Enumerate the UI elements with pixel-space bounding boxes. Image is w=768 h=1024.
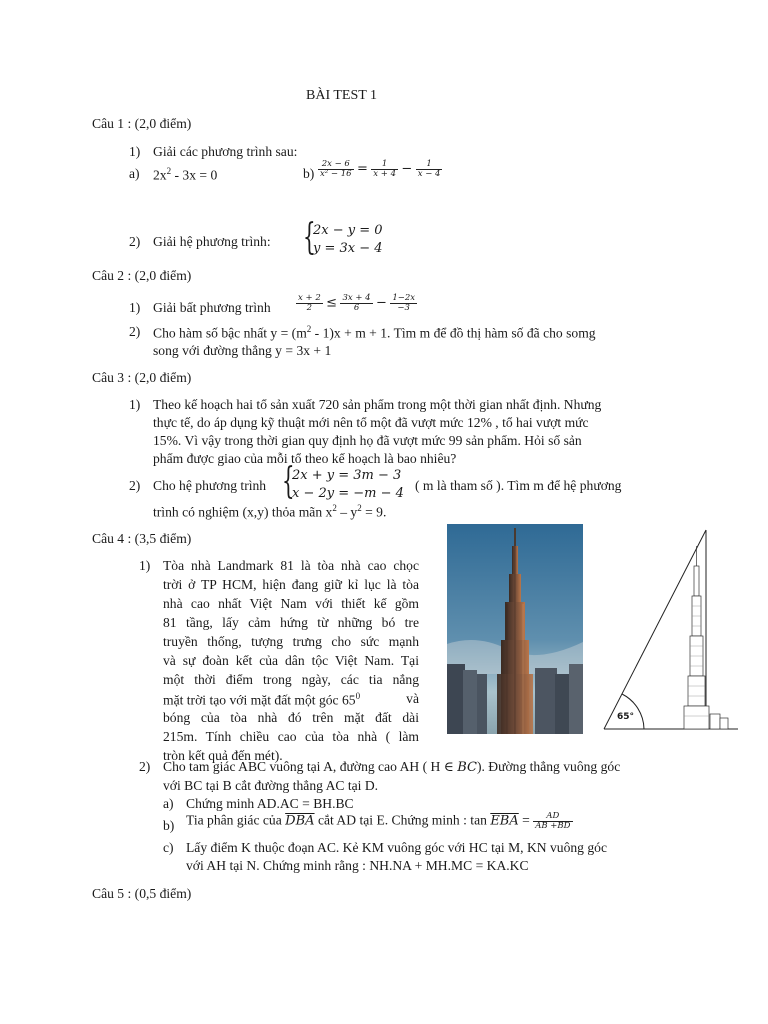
q3-part1-line: Theo kế hoạch hai tổ sản xuất 720 sản phẩm trong một thời gian nhất định. Nhưng: [153, 397, 602, 412]
q1-b-label: b): [303, 166, 315, 181]
angle-label: 65°: [617, 712, 635, 722]
q3-part2-number: 2): [129, 478, 141, 493]
q2-part1-number: 1): [129, 300, 141, 315]
q4-b-text: Tia phân giác của $\overline{DBA}$ cắt AD tại E. Chứng minh : $\tan \overline{EBA}$ = $\frac{AD}{AB +BD}$: [186, 811, 571, 831]
q3-system: 2x + y = 3m − 3 x − 2y = −m − 4: [292, 468, 404, 501]
q4-part2-line2: với BC tại B cắt đường thẳng AC tại D.: [163, 778, 379, 793]
system-brace: {: [282, 461, 295, 502]
fraction: $\frac{1}{x + 4}$: [373, 159, 396, 179]
fraction: $\frac{1-2x}{-3}$: [392, 293, 416, 313]
fraction: $\frac{1}{x - 4}$: [417, 159, 441, 179]
q4-part2-text: Cho tam giác ABC vuông tại A, đường cao AH ( H ∈ BC). Đường thẳng vuông góc: [163, 759, 621, 775]
q4-part1-number: 1): [139, 558, 151, 573]
fraction: $\frac{AD}{AB +BD}$: [535, 811, 571, 831]
fraction: $\frac{2x - 6}{\text{x² − 16}}$: [320, 159, 352, 179]
q1-part1-number: 1): [129, 144, 141, 159]
q4-c-label: c): [163, 840, 174, 855]
question-1-heading: Câu 1 : (2,0 điểm): [92, 116, 192, 131]
landmark-81-photo: [447, 524, 583, 734]
q3-part1-line: 15%. Vì vậy trong thời gian quy định họ đã vượt mức 99 sản phẩm. Hỏi số sản: [153, 433, 582, 448]
q3-part2-line2: trình có nghiệm (x,y) thỏa mãn $x^2 - y^2 = 9$.: [153, 503, 387, 520]
q1-b-equation: $\frac{2x - 6}{\text{x² − 16}}$ = $\frac{1}{x + 4}$ − $\frac{1}{x - 4}$: [320, 159, 441, 179]
system-brace: {: [303, 217, 316, 258]
sun-angle-diagram: [600, 526, 742, 736]
q1-part2-number: 2): [129, 234, 141, 249]
q1-part2-text: Giải hệ phương trình:: [153, 234, 271, 249]
q1-a-equation: $2x^2 - 3x = 0$: [153, 166, 218, 183]
q3-part1-number: 1): [129, 397, 141, 412]
fraction: $\frac{x + 2}{2}$: [298, 293, 321, 313]
q4-part2-number: 2): [139, 759, 151, 774]
q4-c-line2: với AH tại N. Chứng minh rằng : NH.NA + MH.MC = KA.KC: [186, 858, 529, 873]
q2-part1-text: Giải bất phương trình: [153, 300, 271, 315]
q3-part1-line: thực tế, do áp dụng kỹ thuật mới nên tổ một đã vượt mức 12% , tổ hai vượt mức: [153, 415, 589, 430]
q2-part2-number: 2): [129, 324, 141, 339]
q4-a-label: a): [163, 796, 174, 811]
q4-b-label: b): [163, 818, 175, 833]
page-title: BÀI TEST 1: [306, 88, 378, 103]
q3-part2-after: ( m là tham số ). Tìm m để hệ phương: [415, 478, 622, 493]
question-5-heading: Câu 5 : (0,5 điểm): [92, 886, 192, 901]
q1-part1-text: Giải các phương trình sau:: [153, 144, 298, 159]
question-3-heading: Câu 3 : (2,0 điểm): [92, 370, 192, 385]
fraction: $\frac{3x + 4}{6}$: [342, 293, 371, 313]
q1-system: 2x − y = 0 y = 3x − 4: [313, 223, 383, 256]
angle-eba: $\overline{EBA}$: [490, 813, 519, 829]
q2-part2-line2: song với đường thẳng y = 3x + 1: [153, 343, 332, 358]
q3-part1-line: phẩm được giao của mỗi tổ theo kế hoạch là bao nhiêu?: [153, 451, 457, 466]
question-4-heading: Câu 4 : (3,5 điểm): [92, 531, 192, 546]
q1-a-label: a): [129, 166, 140, 181]
q4-part1-paragraph: Tòa nhà Landmark 81 là tòa nhà cao chọc trời ở TP HCM, hiện đang giữ kỉ lục là tòa nhà cao nhất Việt Nam với thiết kế gồm 81 tầng, lấy cảm hứng từ những bó tre truyền thống, tượng trưng cho sức mạnh và sự đoàn kết của dân tộc Việt Nam. Tại một thời điểm trong ngày, các tia nắng mặt trời tạo với mặt đất một góc $65^0$ và bóng của tòa nhà đó trên mặt đất dài 215m. Tính chiều cao của tòa nhà ( làm tròn kết quả đến mét).: [163, 558, 419, 763]
angle-dba: $\overline{DBA}$: [285, 813, 315, 829]
q2-inequality: $\frac{x + 2}{2}$ ≤ $\frac{3x + 4}{6}$ − $\frac{1-2x}{-3}$: [298, 293, 416, 313]
q2-part2-text: Cho hàm số bậc nhất $y = (m^2 - 1)x + m + 1$. Tìm m để đồ thị hàm số đã cho somg: [153, 324, 596, 341]
q4-c-line1: Lấy điểm K thuộc đoạn AC. Kẻ KM vuông góc với HC tại M, KN vuông góc: [186, 840, 607, 855]
q3-part2-text: Cho hệ phương trình: [153, 478, 267, 493]
question-2-heading: Câu 2 : (2,0 điểm): [92, 268, 192, 283]
q4-a-text: Chứng minh AD.AC = BH.BC: [186, 796, 354, 811]
